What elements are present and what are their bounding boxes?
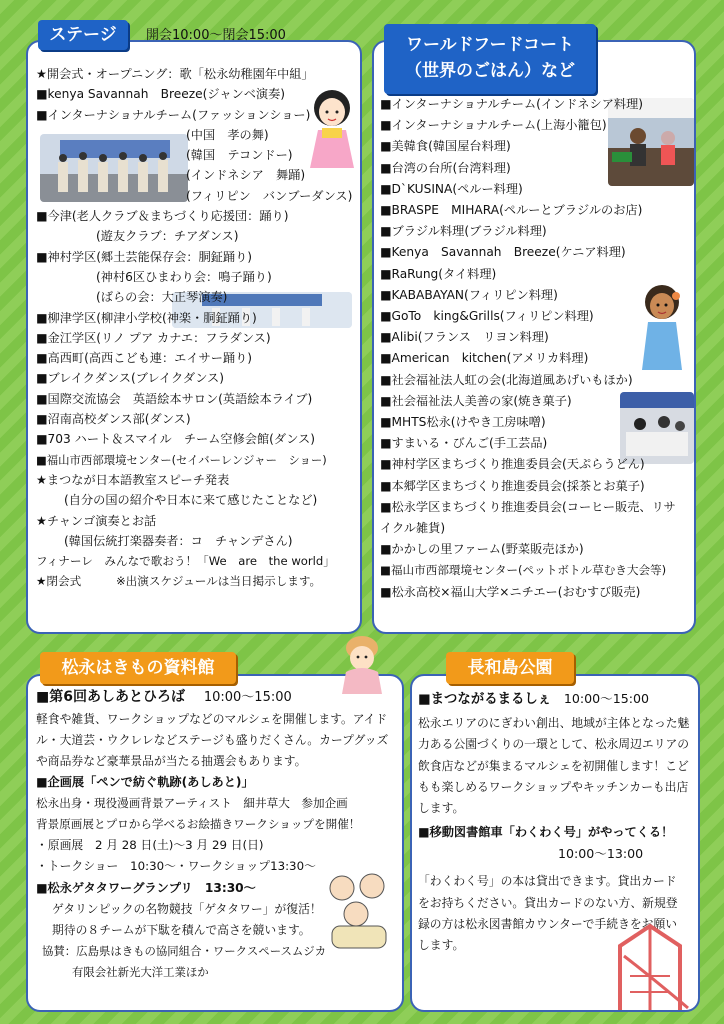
museum-line: 背景原画展とプロから学べるお絵描きワークショップを開催！ bbox=[36, 817, 361, 831]
museum-geta-title: ■松永ゲタタワーグランプリ 13:30～ bbox=[36, 881, 256, 895]
stage-hours: 開会10:00～閉会15:00 bbox=[146, 28, 286, 43]
stage-line: ■703 ハート＆スマイル チーム空修会館(ダンス) bbox=[36, 432, 315, 447]
stage-line: (韓国 テコンドー) bbox=[186, 148, 293, 163]
food-line: ■美韓食(韓国屋台料理) bbox=[380, 139, 511, 154]
museum-line: 協賛：広島県はきもの協同組合・ワークスペースムジカ bbox=[42, 944, 327, 958]
park-event-hours: 10:00～15:00 bbox=[563, 691, 650, 706]
museum-line: 有限会社新光大洋工業ほか bbox=[72, 965, 209, 979]
museum-exhibit-title: ■企画展「ペンで紡ぐ軌跡(あしあと)」 bbox=[36, 775, 254, 789]
museum-title: 松永はきもの資料館 bbox=[40, 652, 236, 684]
people-cheering-illustration bbox=[322, 866, 396, 950]
stage-title: ステージ bbox=[38, 20, 128, 50]
food-line: ■本郷学区まちづくり推進委員会(採茶とお菓子) bbox=[380, 478, 645, 493]
park-title: 長和島公園 bbox=[446, 652, 574, 684]
stage-line: (インドネシア 舞踊) bbox=[186, 168, 306, 183]
world-food-title-line2: （世界のごはん）など bbox=[405, 61, 575, 81]
stage-line: ■柳津学区(柳津小学校(神楽・胴鉦踊り) bbox=[36, 310, 257, 325]
library-hours: 10:00～13:00 bbox=[558, 846, 644, 862]
stage-line: ★閉会式 ※出演スケジュールは当日掲示します。 bbox=[36, 574, 322, 589]
stage-line: ■kenya Savannah Breeze(ジャンベ演奏) bbox=[36, 87, 286, 102]
stage-line: (神村6区ひまわり会：鳴子踊り) bbox=[96, 269, 272, 284]
museum-line: ・トークショー 10:30～・ワークショップ13:30～ bbox=[36, 859, 316, 873]
museum-line: 期待の８チームが下駄を積んで高さを競います。 bbox=[52, 923, 311, 937]
stage-line: ■福山市西部環境センター(セイバーレンジャー ショー) bbox=[36, 452, 327, 467]
food-line: ■BRASPE MIHARA(ペルーとブラジルのお店) bbox=[380, 203, 643, 218]
stage-line: ★開会式・オープニング：歌「松永幼稚園年中組」 bbox=[36, 67, 314, 81]
stage-line: ★チャンゴ演奏とお話 bbox=[36, 513, 157, 528]
stage-line: ■高西町(高西こども連：エイサー踊り) bbox=[36, 351, 253, 366]
food-line: ■すまいる・びんご(手工芸品) bbox=[380, 436, 548, 451]
stage-line: (自分の国の紹介や日本に来て感じたことなど) bbox=[64, 493, 318, 508]
slide-illustration bbox=[610, 916, 694, 1012]
stage-line: ■国際交流協会 英語絵本サロン(英語絵本ライブ) bbox=[36, 391, 313, 406]
food-line: ■台湾の台所(台湾料理) bbox=[380, 160, 511, 175]
stage-line: (遊友クラブ：チアダンス) bbox=[96, 229, 239, 244]
stage-line: (中国 孝の舞) bbox=[186, 127, 269, 142]
park-description: 松永エリアのにぎわい創出、地域が主体となった魅力ある公園づくりの一環として、松永周辺エリアの飲食店などが集まるマルシェを初開催します！こどもも楽しめるワークショップやキッチンカーも出店します。 bbox=[418, 716, 690, 816]
stage-line: ■沼南高校ダンス部(ダンス) bbox=[36, 412, 191, 427]
library-description: 「わくわく号」の本は貸出できます。貸出カードをお持ちください。貸出カードのない方、新規登録の方は松永図書館カウンターで手続きをお願いします。 bbox=[418, 874, 678, 953]
museum-event-row bbox=[36, 686, 396, 709]
food-line: ■松永学区まちづくり推進委員会(コーヒー販売、リサイクル雑貨) bbox=[380, 499, 676, 536]
food-line: ■D`KUSINA(ペルー料理) bbox=[380, 181, 523, 196]
museum-event-hours: 10:00～15:00 bbox=[203, 690, 292, 705]
park-event-row bbox=[418, 688, 694, 711]
library-title: ■移動図書館車「わくわく号」がやってくる！ bbox=[418, 825, 674, 840]
stage-line: ■神村学区(郷土芸能保存会：胴鉦踊り) bbox=[36, 249, 253, 264]
museum-line: ・原画展 2 月 28 日(土)～3 月 29 日(日) bbox=[36, 838, 264, 852]
food-line: ■KABABAYAN(フィリピン料理) bbox=[380, 287, 558, 302]
stage-line: (フィリピン バンブーダンス) bbox=[186, 188, 353, 203]
food-line: ■福山市西部環境センター(ペットボトル草むき大会等) bbox=[380, 563, 667, 578]
food-line: ■社会福祉法人美善の家(焼き菓子) bbox=[380, 393, 572, 408]
museum-description: 軽食や雑貨、ワークショップなどのマルシェを開催します。アイドル・大道芸・ウクレレなどステージも盛りだくさん。カープグッズや商品券など豪華景品が当たる抽選会もあります。 bbox=[36, 712, 389, 768]
food-line: ■American kitchen(アメリカ料理) bbox=[380, 351, 589, 366]
food-line: ■RaRung(タイ料理) bbox=[380, 266, 497, 281]
stage-line: ■今津(老人クラブ＆まちづくり応援団：踊り) bbox=[36, 209, 289, 224]
museum-event-title: ■第6回あしあとひろば bbox=[36, 689, 185, 705]
stage-line: ★まつなが日本語教室スピーチ発表 bbox=[36, 472, 230, 487]
food-line: ■松永高校×福山大学×ニチエー(おむすび販売) bbox=[380, 584, 641, 599]
food-line: ■GoTo king&Grills(フィリピン料理) bbox=[380, 309, 594, 324]
food-line: ■ブラジル料理(ブラジル料理) bbox=[380, 224, 547, 239]
stage-line: ■金江学区(リノ プア カナエ：フラダンス) bbox=[36, 330, 271, 345]
food-line: ■インターナショナルチーム(インドネシア料理) bbox=[380, 97, 644, 111]
food-line: ■Alibi(フランス リヨン料理) bbox=[380, 330, 549, 345]
park-event-title: ■まつながるまるしぇ bbox=[418, 692, 552, 707]
food-line: ■Kenya Savannah Breeze(ケニア料理) bbox=[380, 245, 626, 260]
stage-line: ■インターナショナルチーム(ファッションショー) bbox=[36, 107, 311, 122]
food-line: ■MHTS松永(けやき工房味噌) bbox=[380, 415, 546, 430]
stage-line: フィナーレ みんなで歌おう！「We are the world」 bbox=[36, 554, 335, 569]
food-line: ■神村学区まちづくり推進委員会(天ぷらうどん) bbox=[380, 457, 645, 472]
museum-line: ゲタリンピックの名物競技「ゲタタワー」が復活！ bbox=[52, 902, 322, 916]
stage-line: ■ブレイクダンス(ブレイクダンス) bbox=[36, 371, 224, 386]
museum-line: 松永出身・現役漫画背景アーティスト 細井草大 参加企画 bbox=[36, 796, 348, 810]
stage-line: (ばらの会：大正琴演奏) bbox=[96, 290, 228, 305]
world-food-list bbox=[380, 94, 692, 603]
world-food-title bbox=[384, 24, 596, 94]
stage-line: (韓国伝統打楽器奏者：コ チャンデさん) bbox=[64, 533, 293, 548]
food-line: ■インターナショナルチーム(上海小籠包) bbox=[380, 118, 607, 133]
stage-program bbox=[36, 64, 356, 592]
food-line: ■社会福祉法人虹の会(北海道風あげいもほか) bbox=[380, 372, 633, 387]
food-line: ■かかしの里ファーム(野菜販売ほか) bbox=[380, 542, 584, 557]
world-food-title-line1: ワールドフードコート bbox=[406, 35, 574, 55]
